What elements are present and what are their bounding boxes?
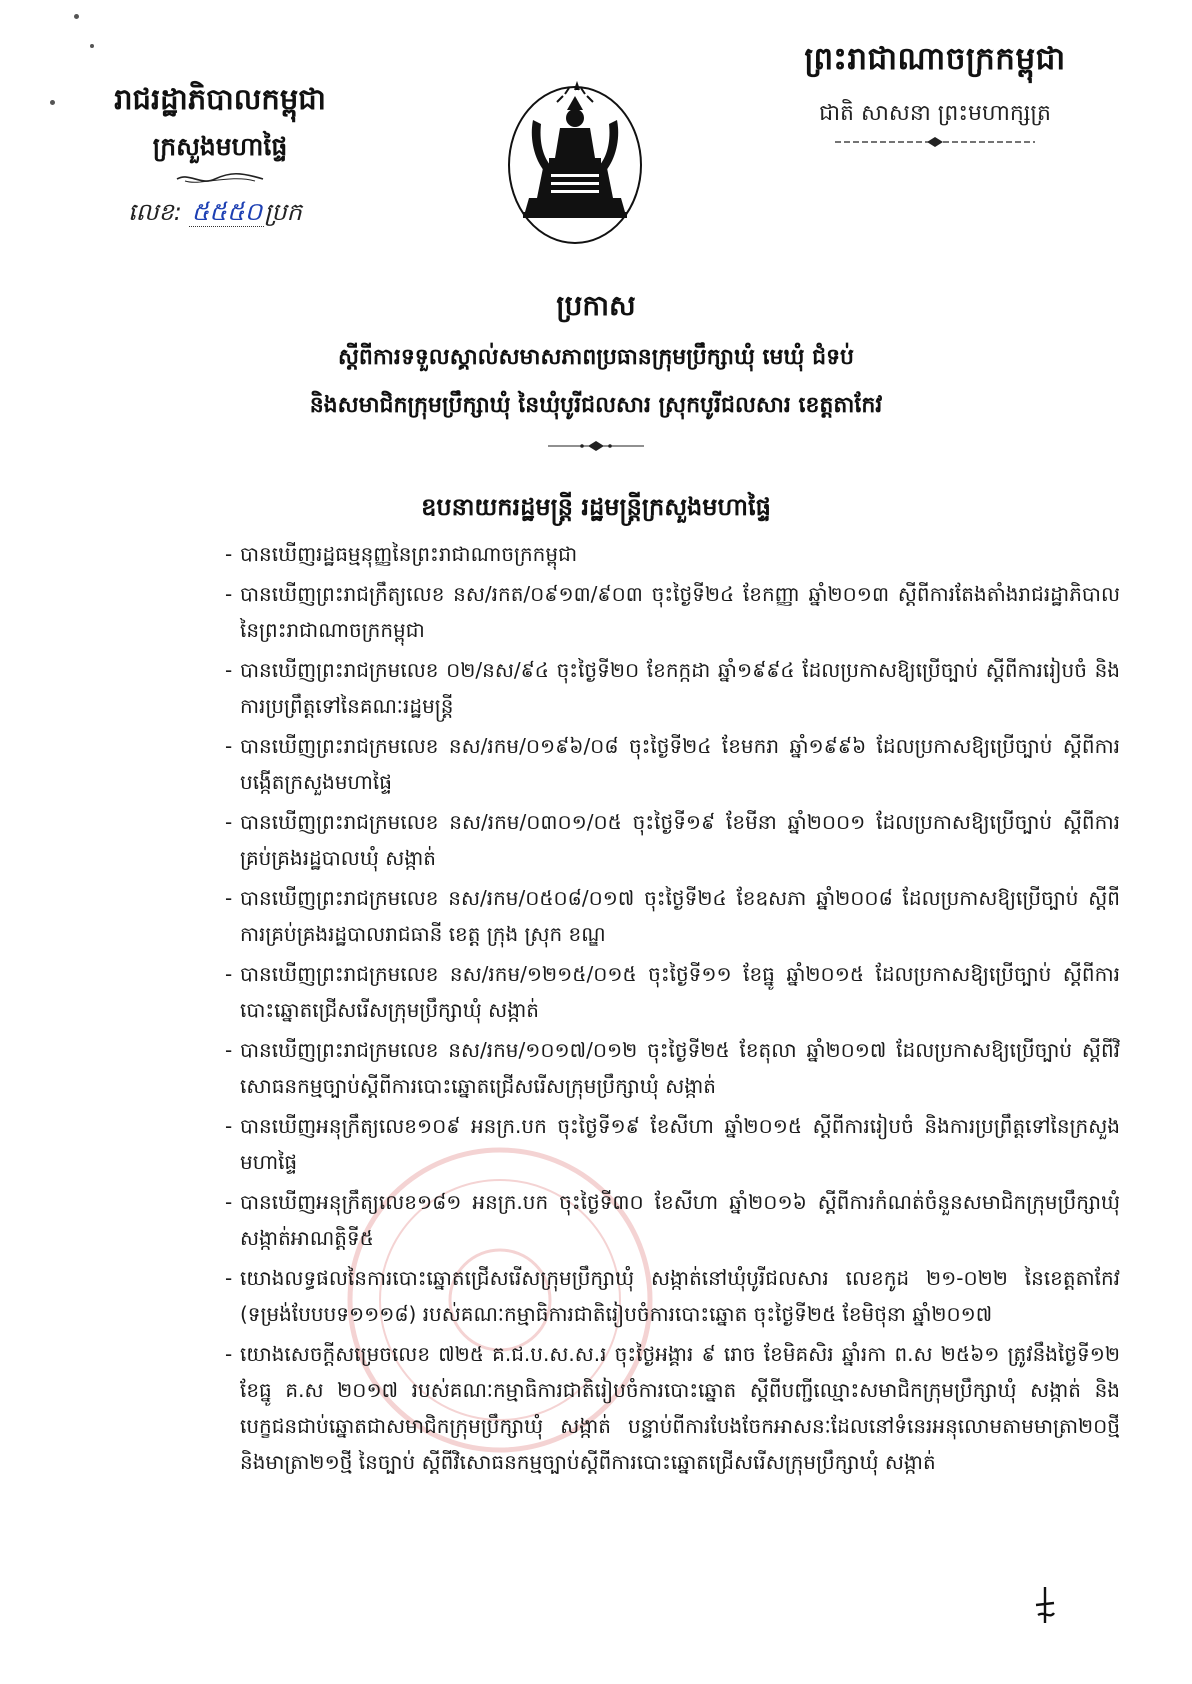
subject-line-1: ស្តីពីការទទួលស្គាល់សមាសភាពប្រធានក្រុមប្រឹក្សាឃុំ មេឃុំ ជំទប់ bbox=[337, 344, 854, 370]
ornament-divider-icon bbox=[835, 137, 1035, 147]
kingdom-header bbox=[760, 40, 1110, 147]
ornament-divider-icon bbox=[175, 172, 265, 186]
ministry-title: ក្រសួងមហាផ្ទៃ bbox=[152, 132, 288, 161]
ministry-header bbox=[70, 82, 370, 186]
preamble-clauses bbox=[240, 536, 1120, 1484]
clause-item: - បានឃើញព្រះរាជក្រមលេខ នស/រកម/១០១៧/០១២ ចុះថ្ងៃទី២៥ ខែតុលា ឆ្នាំ២០១៧ ដែលប្រកាសឱ្យប្រើច្បាប់ ស្តីពីវិសោធនកម្មច្បាប់ស្តីពីការបោះឆ្នោតជ្រើសរើសក្រុមប្រឹក្សាឃុំ សង្កាត់ bbox=[240, 1032, 1120, 1104]
clause-item: - បានឃើញព្រះរាជក្រមលេខ នស/រកម/០៣០១/០៥ ចុះថ្ងៃទី១៩ ខែមីនា ឆ្នាំ២០០១ ដែលប្រកាសឱ្យប្រើច្បាប់ ស្តីពីការគ្រប់គ្រងរដ្ឋបាលឃុំ សង្កាត់ bbox=[240, 804, 1120, 876]
document-subject bbox=[0, 333, 1192, 429]
ornament-divider-icon bbox=[548, 440, 644, 452]
clause-item: - បានឃើញព្រះរាជក្រមលេខ នស/រកម/១២១៥/០១៥ ចុះថ្ងៃទី១១ ខែធ្នូ ឆ្នាំ២០១៥ ដែលប្រកាសឱ្យប្រើច្បាប់ ស្តីពីការបោះឆ្នោតជ្រើសរើសក្រុមប្រឹក្សាឃុំ សង្កាត់ bbox=[240, 956, 1120, 1028]
initial-pen-mark-icon bbox=[1030, 1585, 1060, 1625]
clause-item: - យោងសេចក្តីសម្រេចលេខ ៧២៥ គ.ជ.ប.ស.ស.រ ចុះថ្ងៃអង្គារ ៩ រោច ខែមិគសិរ ឆ្នាំរកា ព.ស ២៥៦១ ត្រូវនឹងថ្ងៃទី១២ ខែធ្នូ គ.ស ២០១៧ របស់គណៈកម្មាធិការជាតិរៀបចំការបោះឆ្នោត ស្តីពីបញ្ជីឈ្មោះសមាជិកក្រុមប្រឹក្សាឃុំ សង្កាត់ និងបេក្ខជនជាប់ឆ្នោតជាសមាជិកក្រុមប្រឹក្សាឃុំ សង្កាត់ បន្ទាប់ពីការបែងចែកអាសនៈដែលនៅទំនេរអនុលោមតាមមាត្រា២០ថ្មី និងមាត្រា២១ថ្មី នៃច្បាប់ ស្តីពីវិសោធនកម្មច្បាប់ស្តីពីការបោះឆ្នោតជ្រើសរើសក្រុមប្រឹក្សាឃុំ សង្កាត់ bbox=[240, 1336, 1120, 1480]
issuing-authority: ឧបនាយករដ្ឋមន្ត្រី រដ្ឋមន្ត្រីក្រសួងមហាផ្ទៃ bbox=[421, 492, 771, 521]
clause-item: - បានឃើញរដ្ឋធម្មនុញ្ញនៃព្រះរាជាណាចក្រកម្ពុជា bbox=[240, 536, 1120, 572]
royal-emblem-icon bbox=[505, 80, 645, 245]
clause-item: - បានឃើញព្រះរាជក្រមលេខ នស/រកម/០៥០៨/០១៧ ចុះថ្ងៃទី២៤ ខែឧសភា ឆ្នាំ២០០៨ ដែលប្រកាសឱ្យប្រើច្បាប់ ស្តីពីការគ្រប់គ្រងរដ្ឋបាលរាជធានី ខេត្ត ក្រុង ស្រុក ខណ្ឌ bbox=[240, 880, 1120, 952]
clause-item: - បានឃើញព្រះរាជក្រមលេខ ០២/នស/៩៤ ចុះថ្ងៃទី២០ ខែកក្កដា ឆ្នាំ១៩៩៤ ដែលប្រកាសឱ្យប្រើច្បាប់ ស្តីពីការរៀបចំ និងការប្រព្រឹត្តទៅនៃគណៈរដ្ឋមន្ត្រី bbox=[240, 652, 1120, 724]
national-motto: ជាតិ សាសនា ព្រះមហាក្សត្រ bbox=[819, 101, 1051, 126]
clause-item: - បានឃើញព្រះរាជក្រឹត្យលេខ នស/រកត/០៩១៣/៩០៣ ចុះថ្ងៃទី២៤ ខែកញ្ញា ឆ្នាំ២០១៣ ស្តីពីការតែងតាំងរាជរដ្ឋាភិបាលនៃព្រះរាជាណាចក្រកម្ពុជា bbox=[240, 576, 1120, 648]
clause-item: - បានឃើញអនុក្រឹត្យលេខ១០៩ អនក្រ.បក ចុះថ្ងៃទី១៩ ខែសីហា ឆ្នាំ២០១៥ ស្តីពីការរៀបចំ និងការប្រព្រឹត្តទៅនៃក្រសួងមហាផ្ទៃ bbox=[240, 1108, 1120, 1180]
scan-speck bbox=[74, 14, 79, 19]
kingdom-title: ព្រះរាជាណាចក្រកម្ពុជា bbox=[804, 41, 1066, 77]
government-title: រាជរដ្ឋាភិបាលកម្ពុជា bbox=[114, 82, 326, 116]
scan-speck bbox=[50, 100, 55, 105]
clause-item: - បានឃើញអនុក្រឹត្យលេខ១៨១ អនក្រ.បក ចុះថ្ងៃទី៣០ ខែសីហា ឆ្នាំ២០១៦ ស្តីពីការកំណត់ចំនួនសមាជិកក្រុមប្រឹក្សាឃុំ សង្កាត់អាណត្តិទី៥ bbox=[240, 1184, 1120, 1256]
document-type-title: ប្រកាស bbox=[556, 289, 636, 322]
reference-suffix: ប្រក bbox=[264, 198, 302, 226]
clause-item: - យោងលទ្ធផលនៃការបោះឆ្នោតជ្រើសរើសក្រុមប្រឹក្សាឃុំ សង្កាត់នៅឃុំបូរីជលសារ លេខកូដ ២១-០២២ នៃខេត្តតាកែវ (ទម្រង់បែបបទ១១១៨) របស់គណៈកម្មាធិការជាតិរៀបចំការបោះឆ្នោត ចុះថ្ងៃទី២៥ ខែមិថុនា ឆ្នាំ២០១៧ bbox=[240, 1260, 1120, 1332]
scan-speck bbox=[90, 44, 94, 48]
subject-line-2: និងសមាជិកក្រុមប្រឹក្សាឃុំ នៃឃុំបូរីជលសារ ស្រុកបូរីជលសារ ខេត្តតាកែវ bbox=[309, 392, 883, 418]
reference-handwritten-number: ៥៥៥០ bbox=[191, 197, 263, 226]
reference-label: លេខ: bbox=[128, 198, 182, 226]
reference-number bbox=[128, 197, 302, 233]
clause-item: - បានឃើញព្រះរាជក្រមលេខ នស/រកម/០១៩៦/០៨ ចុះថ្ងៃទី២៤ ខែមករា ឆ្នាំ១៩៩៦ ដែលប្រកាសឱ្យប្រើច្បាប់ ស្តីពីការបង្កើតក្រសួងមហាផ្ទៃ bbox=[240, 728, 1120, 800]
